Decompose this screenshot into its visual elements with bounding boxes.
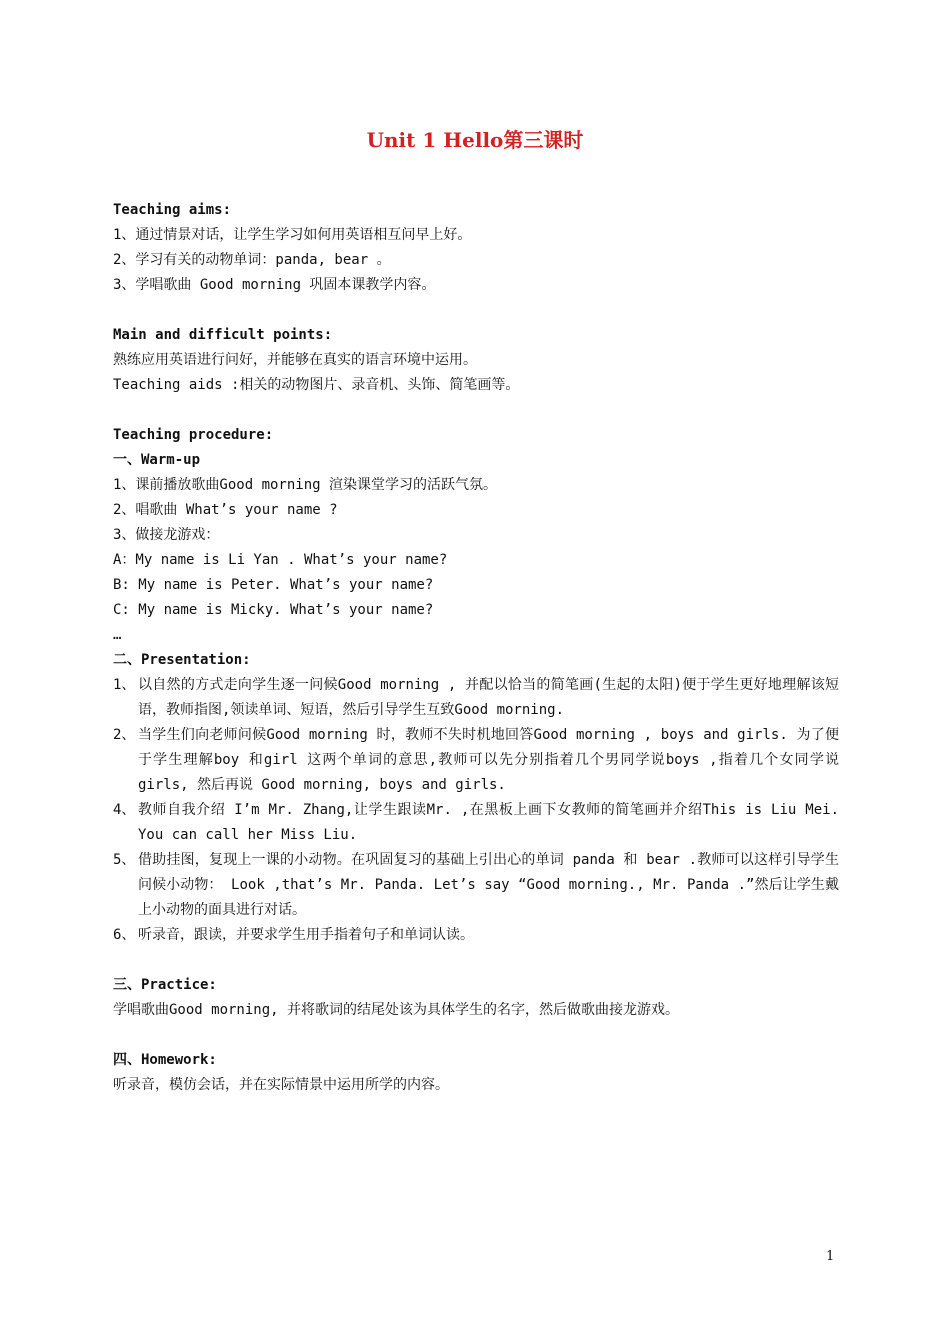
presentation-item: [113, 848, 839, 923]
warmup-item: …: [113, 627, 122, 643]
warmup-item: 3、做接龙游戏：: [113, 527, 220, 543]
item-number: 1、: [113, 677, 136, 693]
presentation-item: [113, 798, 839, 848]
warmup-item: C: My name is Micky. What’s your name?: [113, 602, 434, 618]
page-number: 1: [826, 1249, 835, 1264]
homework-text: 听录音，模仿会话，并在实际情景中运用所学的内容。: [113, 1077, 449, 1093]
item-text: 借助挂图，复现上一课的小动物。在巩固复习的基础上引出心的单词 panda 和 bear .教师可以这样引导学生问候小动物： Look ,that’s Mr. Panda. Let’s say “Good morning., Mr. Panda .”然后让学生戴上小动物的面具进行对话。: [138, 852, 839, 918]
warmup-item: 2、唱歌曲 What’s your name ?: [113, 502, 338, 518]
aims-item: 2、学习有关的动物单词：panda, bear 。: [113, 252, 391, 268]
presentation-item: [113, 723, 839, 798]
warmup-item: A：My name is Li Yan . What’s your name?: [113, 552, 448, 568]
spacer: [113, 298, 839, 323]
item-text: 听录音，跟读，并要求学生用手指着句子和单词认读。: [138, 927, 474, 943]
item-number: 6、: [113, 927, 136, 943]
page-title: Unit 1 Hello第三课时: [366, 128, 584, 152]
points-heading: Main and difficult points:: [113, 327, 333, 343]
spacer: [113, 398, 839, 423]
item-number: 2、: [113, 727, 136, 743]
presentation-item: [113, 673, 839, 723]
presentation-item: [113, 923, 839, 948]
item-number: 4、: [113, 802, 136, 818]
homework-heading: 四、Homework:: [113, 1052, 217, 1068]
practice-text: 学唱歌曲Good morning, 并将歌词的结尾处该为具体学生的名字，然后做歌曲接龙游戏。: [113, 1002, 679, 1018]
spacer: [113, 1023, 839, 1048]
item-text: 当学生们向老师问候Good morning 时，教师不失时机地回答Good morning , boys and girls. 为了便于学生理解boy 和girl 这两个单词的意思,教师可以先分别指着几个男同学说boys ,指着几个女同学说girls, 然后再说 Good morning, boys and girls.: [138, 727, 839, 793]
practice-heading: 三、Practice:: [113, 977, 217, 993]
warmup-item: B: My name is Peter. What’s your name?: [113, 577, 434, 593]
aims-item: 1、通过情景对话，让学生学习如何用英语相互问早上好。: [113, 227, 472, 243]
warmup-heading: 一、Warm-up: [113, 452, 201, 468]
item-text: 以自然的方式走向学生逐一问候Good morning , 并配以恰当的简笔画(生起的太阳)便于学生更好地理解该短语，教师指图,领读单词、短语，然后引导学生互致Good morning.: [138, 677, 839, 718]
aims-item: 3、学唱歌曲 Good morning 巩固本课教学内容。: [113, 277, 436, 293]
presentation-heading: 二、Presentation:: [113, 652, 251, 668]
procedure-heading: Teaching procedure:: [113, 427, 274, 443]
warmup-item: 1、课前播放歌曲Good morning 渲染课堂学习的活跃气氛。: [113, 477, 498, 493]
document-body: [113, 198, 839, 1098]
item-text: 教师自我介绍 I’m Mr. Zhang,让学生跟读Mr. ,在黑板上画下女教师的简笔画并介绍This is Liu Mei. You can call her Miss Liu.: [138, 802, 839, 843]
points-text: 熟练应用英语进行问好，并能够在真实的语言环境中运用。: [113, 352, 477, 368]
spacer: [113, 948, 839, 973]
aims-heading: Teaching aims:: [113, 202, 232, 218]
item-number: 5、: [113, 852, 136, 868]
teaching-aids: Teaching aids :相关的动物图片、录音机、头饰、简笔画等。: [113, 377, 520, 393]
